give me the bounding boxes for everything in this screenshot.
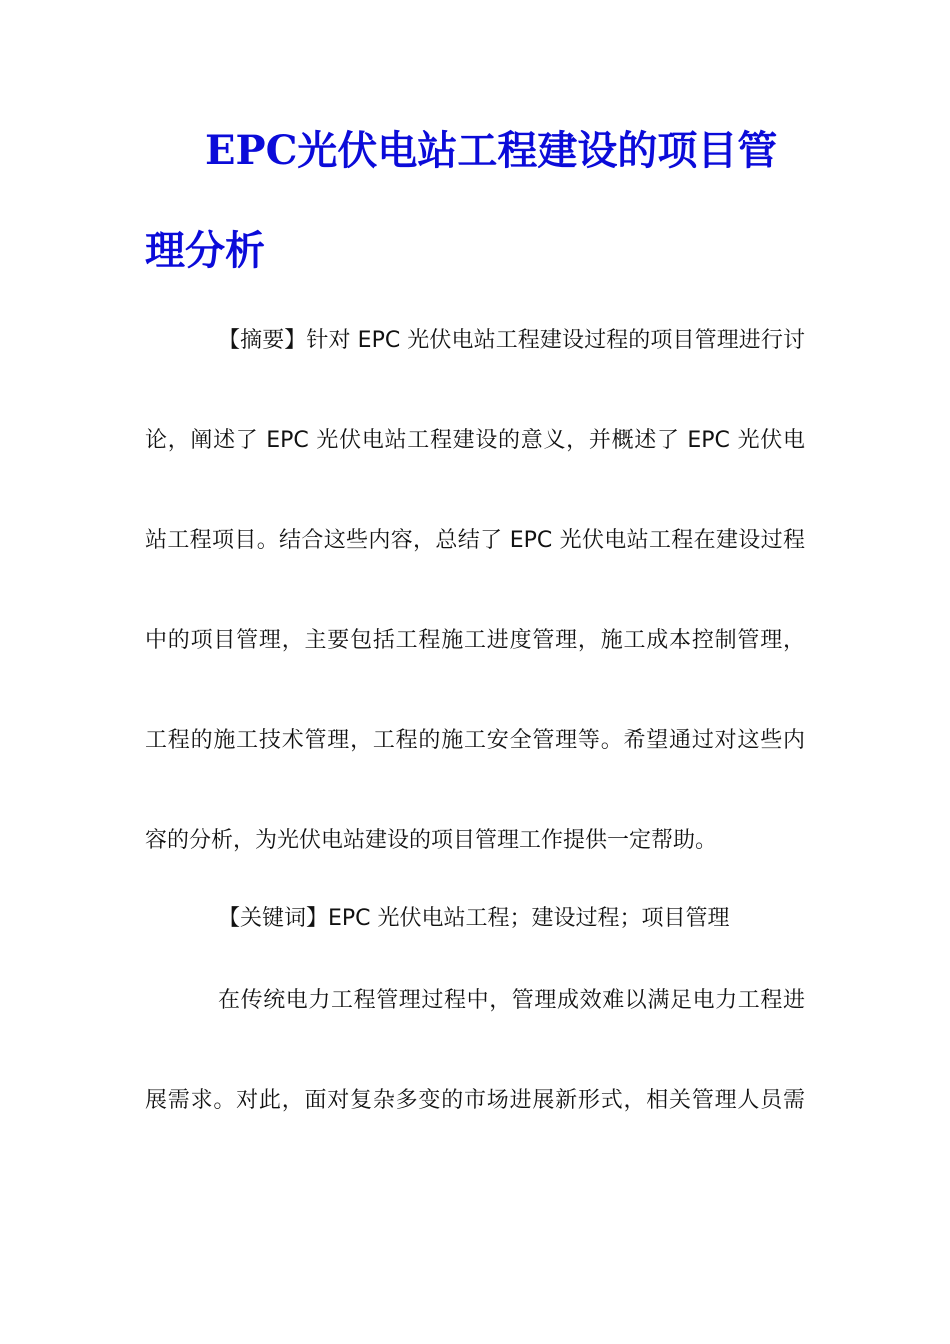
title-line-1: EPC光伏电站工程建设的项目管: [205, 127, 778, 174]
title-line-2: 理分析: [145, 227, 265, 274]
abstract-line-2: 论，阐述了 EPC 光伏电站工程建设的意义，并概述了 EPC 光伏电: [145, 428, 805, 453]
abstract-line-5: 工程的施工技术管理，工程的施工安全管理等。希望通过对这些内: [145, 728, 805, 753]
abstract-line-6: 容的分析，为光伏电站建设的项目管理工作提供一定帮助。: [145, 828, 718, 853]
body-line-1: 在传统电力工程管理过程中，管理成效难以满足电力工程进: [218, 988, 805, 1013]
body-line-2: 展需求。对此，面对复杂多变的市场进展新形式，相关管理人员需: [145, 1088, 805, 1113]
abstract-line-1: 【摘要】针对 EPC 光伏电站工程建设过程的项目管理进行讨: [218, 328, 805, 353]
abstract-line-4: 中的项目管理，主要包括工程施工进度管理，施工成本控制管理，: [145, 628, 805, 653]
keywords-line: 【关键词】EPC 光伏电站工程；建设过程；项目管理: [218, 906, 730, 931]
abstract-line-3: 站工程项目。结合这些内容，总结了 EPC 光伏电站工程在建设过程: [145, 528, 805, 553]
